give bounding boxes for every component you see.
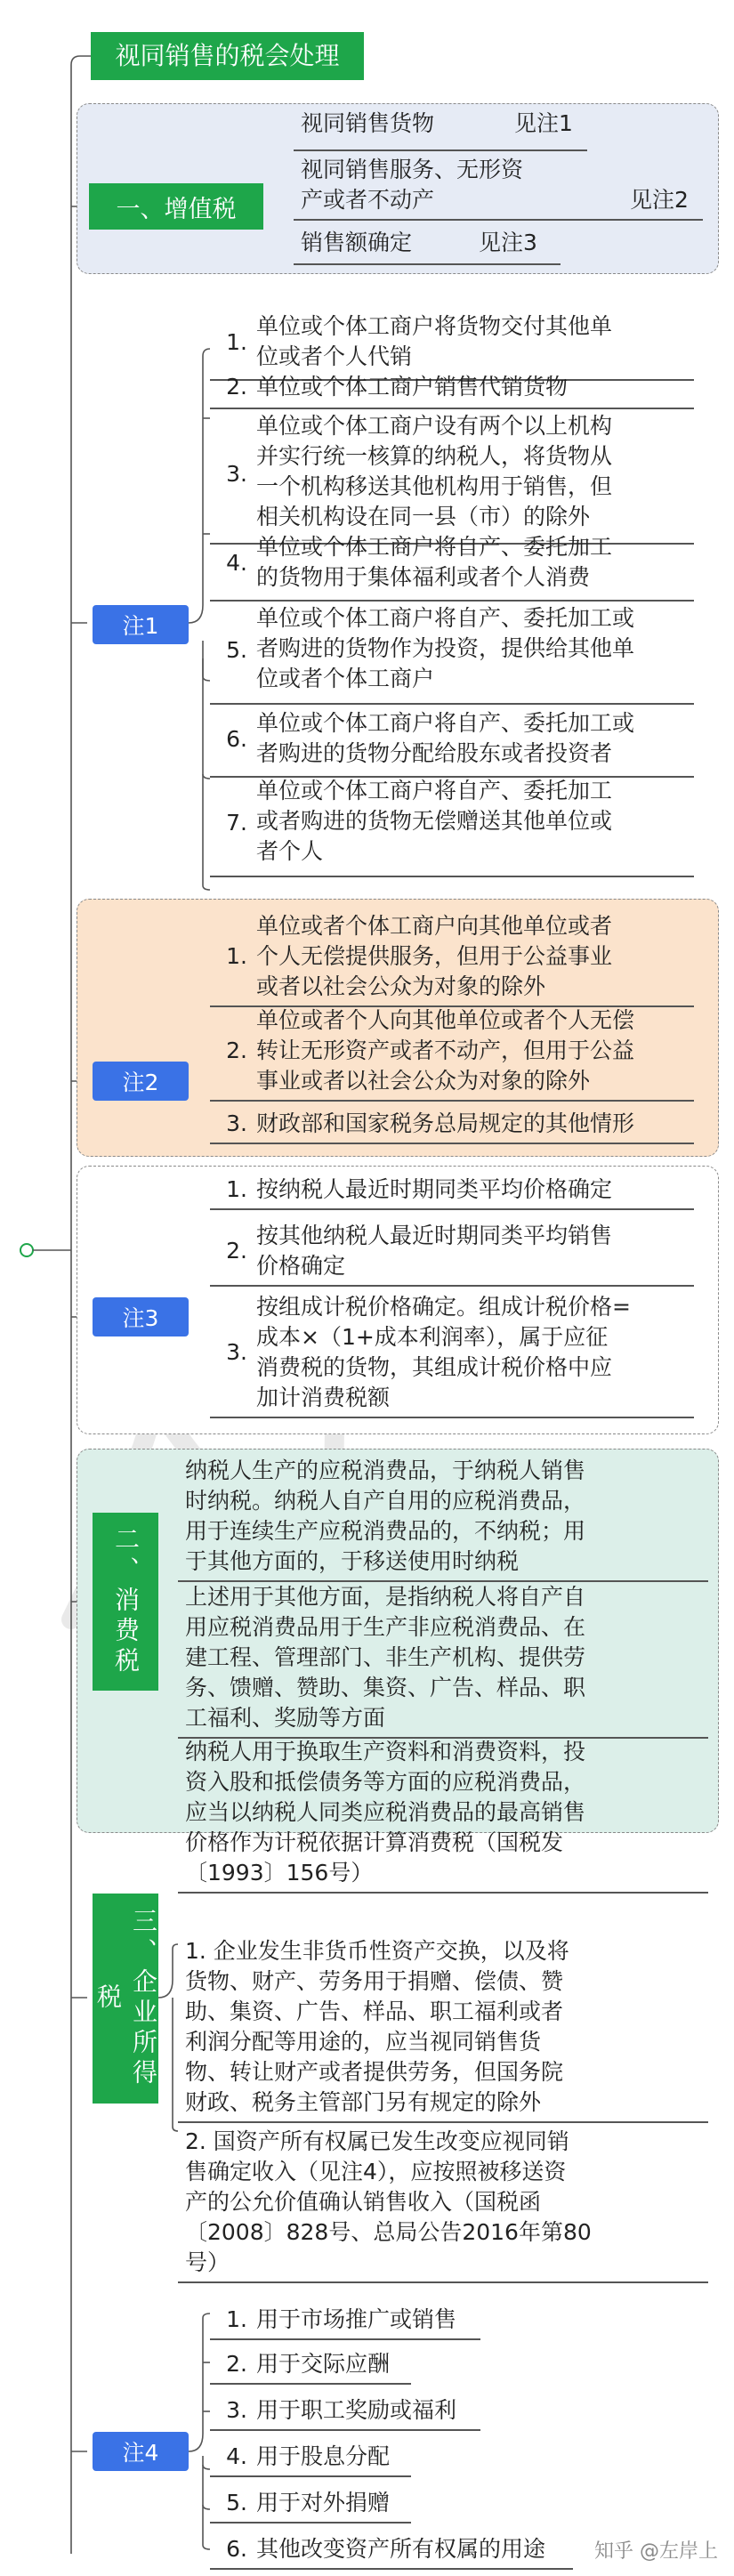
consumption-tag: 二、消费税 (93, 1513, 158, 1691)
note4-item-text: 用于对外捐赠 (256, 2490, 391, 2515)
note3-item-line: 按组成计税价格确定。组成计税价格= (256, 1294, 631, 1320)
consumption-item-line: 〔1993〕156号） (185, 1860, 374, 1886)
note1-item-line: 一个机构移送其他机构用于销售，但 (256, 473, 613, 499)
note4-item-text: 其他改变资产所有权属的用途 (256, 2536, 546, 2562)
vat-item-amount (301, 228, 692, 258)
note1-item-line: 者购进的货物分配给股东或者投资者 (256, 740, 613, 766)
note1-item-3 (217, 411, 698, 539)
vat-item-services-line1: 视同销售服务、无形资 (301, 157, 524, 182)
note2-item-text (256, 911, 698, 1002)
note4-item-underline (210, 2568, 573, 2570)
note2-item-line: 或者以社会公众为对象的除外 (256, 973, 546, 999)
consumption-item-line: 工福利、奖励等方面 (185, 1705, 386, 1731)
note1-tag: 注1 (93, 605, 189, 644)
note3-item-3 (217, 1292, 698, 1413)
consumption-item-2 (185, 1582, 710, 1733)
note3-tag: 注3 (93, 1297, 189, 1336)
note3-item-underline (210, 1285, 694, 1287)
cit-item-underline (178, 2121, 708, 2123)
consumption-item-line: 时纳税。纳税人自产自用的应税消费品， (185, 1488, 586, 1514)
note4-item-4 (217, 2442, 591, 2472)
note3-item-text (256, 1175, 698, 1205)
note3-item-number: 2. (226, 1238, 247, 1264)
note1-item-5 (217, 603, 698, 699)
consumption-item-line: 用应税消费品用于生产非应税消费品、在 (185, 1614, 586, 1640)
consumption-item-line: 上述用于其他方面，是指纳税人将自产自 (185, 1584, 586, 1610)
note3-item-text (256, 1292, 698, 1413)
note3-item-2 (217, 1221, 698, 1281)
note4-item-underline (210, 2475, 411, 2477)
vat-item-goods-text: 视同销售货物 (301, 110, 435, 136)
note2-tag: 注2 (93, 1062, 189, 1101)
note1-item-line: 者购进的货物作为投资，提供给其他单 (256, 635, 635, 661)
note1-item-line: 相关机构设在同一县（市）的除外 (256, 504, 591, 529)
note1-item-line: 者个人 (256, 838, 324, 864)
note2-item-line: 转让无形资产或者不动产，但用于公益 (256, 1038, 635, 1063)
note1-item-text (256, 603, 698, 694)
note3-item-underline (210, 1417, 694, 1418)
note1-item-number: 3. (226, 461, 247, 487)
cit-item-line: 号） (185, 2249, 230, 2275)
cit-item-line: 2. 国资产所有权属已发生改变应视同销 (185, 2128, 569, 2154)
note4-item-number: 1. (226, 2306, 247, 2332)
note1-item-line: 单位或个体工商户将自产、委托加工或 (256, 710, 635, 736)
note1-item-4 (217, 532, 698, 596)
note1-item-underline (210, 408, 694, 409)
note1-item-line: 单位或个体工商户将自产、委托加工 (256, 534, 613, 560)
note1-item-number: 2. (226, 374, 247, 400)
note1-item-text (256, 411, 698, 532)
note1-item-line: 单位或个体工商户将货物交付其他单 (256, 313, 613, 339)
note4-item-3 (217, 2395, 591, 2426)
note1-item-number: 5. (226, 637, 247, 663)
cit-item-1 (185, 1936, 710, 2118)
note2-item-underline (210, 1100, 694, 1102)
note1-item-number: 4. (226, 550, 247, 576)
note3-item-line: 成本×（1+成本利润率），属于应征 (256, 1324, 609, 1350)
vat-item-services-line2: 产或者不动产 (301, 187, 435, 213)
vat-item-services (301, 155, 710, 215)
note4-item-number: 2. (226, 2351, 247, 2377)
note1-item-underline (210, 600, 694, 602)
note2-item-text (256, 1005, 698, 1096)
note4-item-underline (210, 2522, 411, 2524)
cit-item-2 (185, 2127, 710, 2278)
note1-item-2 (217, 372, 698, 404)
note3-item-line: 价格确定 (256, 1253, 346, 1279)
note4-item-1 (217, 2305, 591, 2335)
note1-item-number: 1. (226, 329, 247, 355)
consumption-item-line: 用于连续生产应税消费品的，不纳税；用 (185, 1518, 586, 1544)
vat-item-amount-note: 见注3 (479, 230, 537, 255)
note4-item-text: 用于市场推广或销售 (256, 2306, 457, 2332)
note3-item-text (256, 1221, 698, 1281)
note4-item-number: 3. (226, 2397, 247, 2423)
cit-tag: 三、企业所得税 (93, 1894, 158, 2104)
note2-item-2 (217, 1005, 698, 1096)
consumption-item-line: 应当以纳税人同类应税消费品的最高销售 (185, 1799, 586, 1825)
footer-credit: 知乎 @左岸上 (594, 2540, 718, 2563)
cit-item-line: 助、集资、广告、样品、职工福利或者 (185, 1999, 564, 2024)
note3-item-line: 加计消费税额 (256, 1385, 391, 1410)
note1-item-line: 的货物用于集体福利或者个人消费 (256, 564, 591, 590)
note1-item-text (256, 311, 698, 372)
note1-item-text (256, 776, 698, 867)
note2-item-1 (217, 911, 698, 1002)
note4-tag: 注4 (93, 2432, 189, 2471)
note2-item-3 (217, 1109, 698, 1139)
vat-tag: 一、增值税 (89, 183, 263, 230)
note3-item-1 (217, 1175, 698, 1205)
note1-item-text (256, 372, 698, 402)
note1-item-underline (210, 876, 694, 877)
consumption-item-underline (178, 1892, 708, 1894)
note4-item-6 (217, 2534, 591, 2564)
cit-item-line: 〔2008〕828号、总局公告2016年第80 (185, 2219, 592, 2245)
note2-item-line: 事业或者以社会公众为对象的除外 (256, 1068, 591, 1094)
note4-item-number: 6. (226, 2536, 247, 2562)
note2-item-number: 1. (226, 943, 247, 969)
vat-item-amount-text: 销售额确定 (301, 230, 413, 255)
consumption-item-3 (185, 1737, 710, 1888)
note1-item-number: 6. (226, 726, 247, 752)
cit-item-line: 售确定收入（见注4），应按照被移送资 (185, 2159, 567, 2184)
note2-item-text (256, 1109, 698, 1139)
note1-item-line: 单位或个体工商户将自产、委托加工 (256, 778, 613, 803)
consumption-item-line: 于其他方面的，于移送使用时纳税 (185, 1548, 520, 1574)
note1-item-text (256, 708, 698, 769)
note1-item-line: 单位或个体工商户设有两个以上机构 (256, 413, 613, 439)
note1-item-line: 位或者个人代销 (256, 343, 413, 369)
note4-item-underline (210, 2338, 480, 2340)
consumption-item-line: 建工程、管理部门、非生产机构、提供劳 (185, 1644, 586, 1670)
note2-item-line: 财政部和国家税务总局规定的其他情形 (256, 1110, 635, 1136)
note2-item-number: 3. (226, 1110, 247, 1136)
note1-item-underline (210, 703, 694, 705)
consumption-item-line: 纳税人用于换取生产资料和消费资料，投 (185, 1739, 586, 1764)
consumption-item-line: 纳税人生产的应税消费品，于纳税人销售 (185, 1458, 586, 1483)
cit-item-line: 1. 企业发生非货币性资产交换，以及将 (185, 1938, 569, 1964)
cit-item-line: 产的公允价值确认销售收入（国税函 (185, 2189, 542, 2215)
cit-item-line: 财政、税务主管部门另有规定的除外 (185, 2089, 542, 2115)
note2-item-line: 单位或者个人向其他单位或者个人无偿 (256, 1007, 635, 1033)
note3-item-line: 按其他纳税人最近时期同类平均销售 (256, 1223, 613, 1248)
note4-item-underline (210, 2383, 411, 2385)
consumption-item-1 (185, 1456, 710, 1577)
note1-item-number: 7. (226, 810, 247, 836)
note1-item-7 (217, 776, 698, 872)
consumption-item-line: 价格作为计税依据计算消费税（国税发 (185, 1829, 564, 1855)
note1-item-line: 单位或个体工商户销售代销货物 (256, 374, 569, 400)
note1-item-line: 位或者个体工商户 (256, 666, 435, 691)
note4-item-underline (210, 2429, 480, 2431)
note1-item-line: 或者购进的货物无偿赠送其他单位或 (256, 808, 613, 834)
cit-item-underline (178, 2281, 708, 2283)
vat-item-services-note: 见注2 (630, 187, 689, 213)
note4-item-5 (217, 2488, 591, 2518)
note4-item-2 (217, 2349, 591, 2379)
note3-item-number: 3. (226, 1339, 247, 1365)
note1-item-6 (217, 708, 698, 772)
note3-item-line: 按纳税人最近时期同类平均价格确定 (256, 1176, 613, 1202)
note3-item-number: 1. (226, 1176, 247, 1202)
note1-item-line: 单位或个体工商户将自产、委托加工或 (256, 605, 635, 631)
vat-item-goods (301, 109, 692, 139)
note4-item-number: 4. (226, 2443, 247, 2469)
note3-item-line: 消费税的货物，其组成计税价格中应 (256, 1354, 613, 1380)
note2-item-line: 个人无偿提供服务，但用于公益事业 (256, 943, 613, 969)
note4-item-text: 用于股息分配 (256, 2443, 391, 2469)
note4-item-number: 5. (226, 2490, 247, 2515)
consumption-item-line: 资入股和抵偿债务等方面的应税消费品， (185, 1769, 586, 1795)
note3-item-underline (210, 1208, 694, 1210)
note2-item-underline (210, 1143, 694, 1144)
note2-item-line: 单位或者个体工商户向其他单位或者 (256, 913, 613, 939)
root-title: 视同销售的税会处理 (91, 32, 364, 80)
note1-item-text (256, 532, 698, 593)
cit-item-line: 利润分配等用途的，应当视同销售货 (185, 2029, 542, 2055)
note4-item-text: 用于交际应酬 (256, 2351, 391, 2377)
cit-item-line: 物、转让财产或者提供劳务，但国务院 (185, 2059, 564, 2085)
note2-item-number: 2. (226, 1038, 247, 1063)
note1-item-line: 并实行统一核算的纳税人，将货物从 (256, 443, 613, 469)
cit-item-line: 货物、财产、劳务用于捐赠、偿债、赞 (185, 1968, 564, 1994)
note1-item-1 (217, 311, 698, 375)
consumption-item-line: 务、馈赠、赞助、集资、广告、样品、职 (185, 1675, 586, 1700)
vat-item-goods-note: 见注1 (514, 110, 573, 136)
note4-item-text: 用于职工奖励或福利 (256, 2397, 457, 2423)
